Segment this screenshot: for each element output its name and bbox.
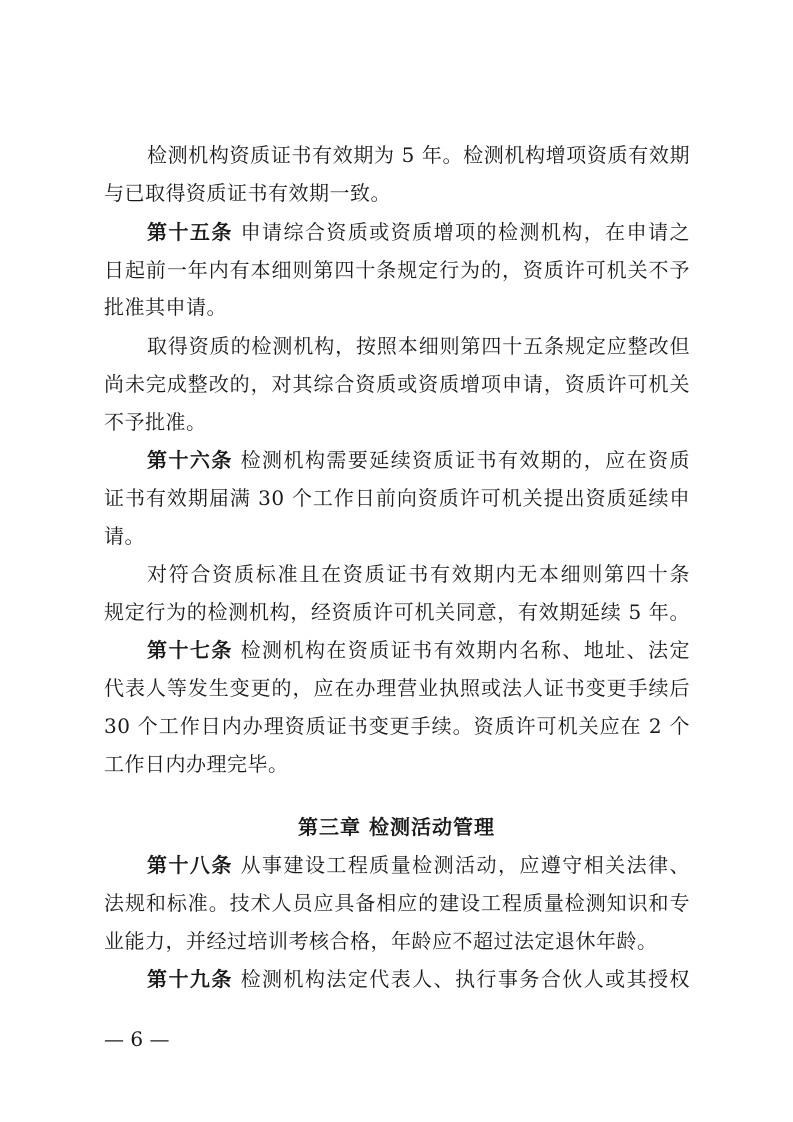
article-heading: 第十七条 bbox=[147, 638, 233, 662]
article-line: 第十五条 申请综合资质或资质增项的检测机构，在申请之 bbox=[147, 220, 691, 244]
paragraph-line: 30 个工作日内办理资质证书变更手续。资质许可机关应在 2 个 bbox=[104, 714, 690, 738]
article-line: 第十九条 检测机构法定代表人、执行事务合伙人或其授权 bbox=[147, 967, 691, 991]
article-heading: 第十六条 bbox=[147, 448, 233, 472]
article-line: 第十六条 检测机构需要延续资质证书有效期的，应在资质 bbox=[147, 448, 691, 472]
article-line: 第十七条 检测机构在资质证书有效期内名称、地址、法定 bbox=[147, 638, 691, 662]
paragraph-line: 证书有效期届满 30 个工作日前向资质许可机关提出资质延续申 bbox=[104, 486, 690, 510]
paragraph-line: 日起前一年内有本细则第四十条规定行为的，资质许可机关不予 bbox=[104, 258, 690, 282]
article-line: 第十八条 从事建设工程质量检测活动，应遵守相关法律、 bbox=[147, 853, 691, 877]
paragraph-line: 工作日内办理完毕。 bbox=[104, 752, 289, 776]
paragraph-line: 对符合资质标准且在资质证书有效期内无本细则第四十条 bbox=[147, 562, 690, 586]
article-heading: 第十八条 bbox=[147, 853, 233, 877]
article-heading: 第十五条 bbox=[147, 220, 233, 244]
paragraph-line: 与已取得资质证书有效期一致。 bbox=[104, 181, 391, 205]
paragraph-line: 取得资质的检测机构，按照本细则第四十五条规定应整改但 bbox=[147, 334, 690, 358]
paragraph-line: 检测机构资质证书有效期为 5 年。检测机构增项资质有效期 bbox=[147, 143, 690, 167]
paragraph-line: 代表人等发生变更的，应在办理营业执照或法人证书变更手续后 bbox=[104, 676, 690, 700]
paragraph-line: 规定行为的检测机构，经资质许可机关同意，有效期延续 5 年。 bbox=[104, 600, 690, 624]
paragraph-line: 批准其申请。 bbox=[104, 295, 227, 319]
paragraph-line: 法规和标准。技术人员应具备相应的建设工程质量检测知识和专 bbox=[104, 891, 690, 915]
paragraph-line: 业能力，并经过培训考核合格，年龄应不超过法定退休年龄。 bbox=[104, 929, 658, 953]
page-number: — 6 — bbox=[104, 1027, 170, 1051]
article-heading: 第十九条 bbox=[147, 967, 233, 991]
chapter-title: 第三章 检测活动管理 bbox=[298, 815, 495, 839]
paragraph-line: 尚未完成整改的，对其综合资质或资质增项申请，资质许可机关 bbox=[104, 372, 690, 396]
paragraph-line: 不予批准。 bbox=[104, 410, 207, 434]
paragraph-line: 请。 bbox=[104, 524, 145, 548]
